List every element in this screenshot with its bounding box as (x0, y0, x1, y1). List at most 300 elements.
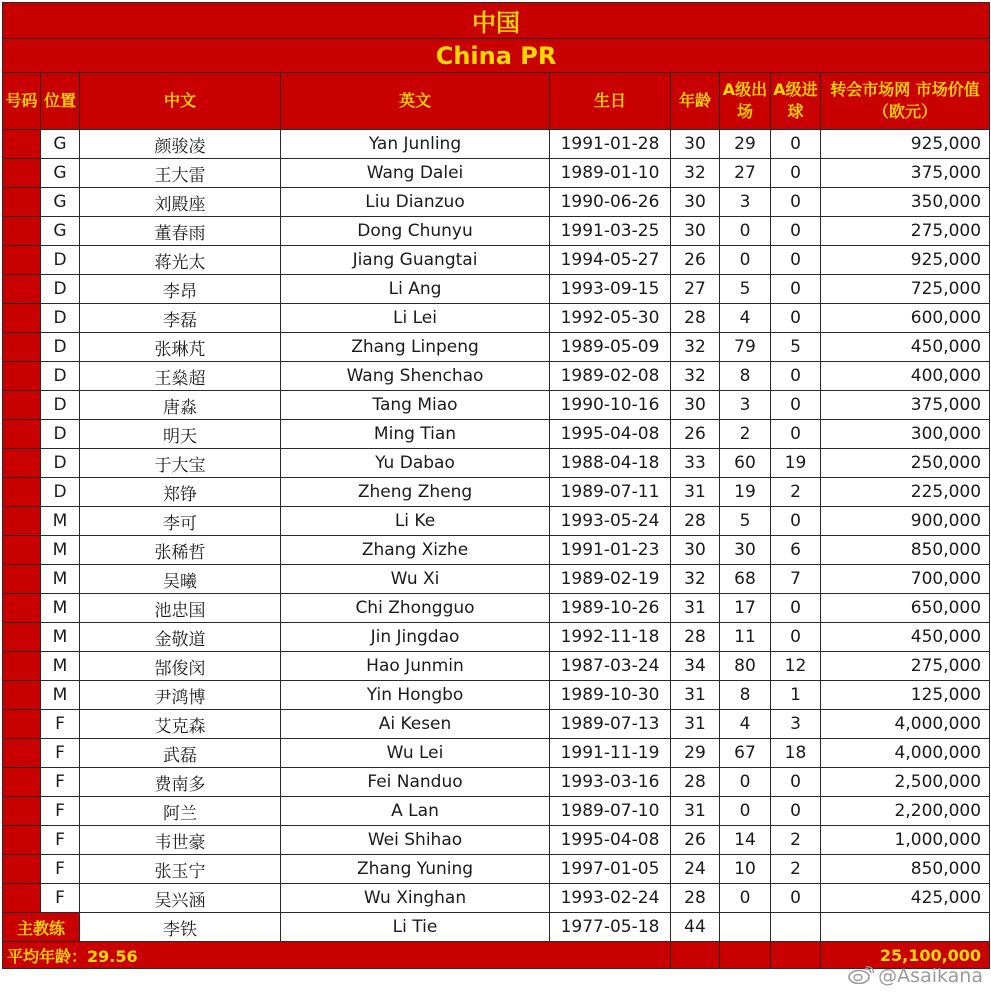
player-name-en: Zhang Yuning (281, 855, 550, 884)
player-number (3, 594, 41, 623)
table-row (3, 217, 990, 246)
player-name-en: A Lan (281, 797, 550, 826)
player-market-value: 125,000 (821, 681, 990, 710)
player-age: 34 (671, 652, 720, 681)
header-name-cn: 中文 (80, 73, 281, 130)
player-position: F (41, 710, 80, 739)
coach-caps-empty (720, 913, 771, 942)
player-birth: 1993-02-24 (550, 884, 671, 913)
player-market-value: 725,000 (821, 275, 990, 304)
watermark-text: @Asaikana (878, 965, 983, 987)
player-goals: 2 (771, 855, 821, 884)
player-name-en: Wei Shihao (281, 826, 550, 855)
player-name-en: Yin Hongbo (281, 681, 550, 710)
player-market-value: 275,000 (821, 217, 990, 246)
table-row (3, 565, 990, 594)
player-birth: 1987-03-24 (550, 652, 671, 681)
player-birth: 1990-10-16 (550, 391, 671, 420)
player-number (3, 391, 41, 420)
player-age: 28 (671, 768, 720, 797)
coach-goals-empty (771, 913, 821, 942)
player-market-value: 2,200,000 (821, 797, 990, 826)
player-name-cn: 艾克森 (80, 710, 281, 739)
table-row (3, 304, 990, 333)
squad-table (2, 2, 990, 969)
header-caps: A级出场 (720, 73, 771, 130)
player-position: D (41, 333, 80, 362)
player-age: 31 (671, 478, 720, 507)
player-market-value: 225,000 (821, 478, 990, 507)
player-caps: 19 (720, 478, 771, 507)
player-goals: 0 (771, 275, 821, 304)
player-caps: 0 (720, 246, 771, 275)
player-goals: 0 (771, 304, 821, 333)
player-position: F (41, 884, 80, 913)
player-position: G (41, 188, 80, 217)
table-row (3, 478, 990, 507)
player-market-value: 850,000 (821, 536, 990, 565)
player-name-en: Dong Chunyu (281, 217, 550, 246)
players-body (3, 130, 990, 913)
coach-label: 主教练 (3, 913, 80, 942)
player-number (3, 188, 41, 217)
player-market-value: 375,000 (821, 159, 990, 188)
player-birth: 1995-04-08 (550, 826, 671, 855)
player-name-cn: 吴兴涵 (80, 884, 281, 913)
player-position: D (41, 246, 80, 275)
player-caps: 0 (720, 768, 771, 797)
header-birth: 生日 (550, 73, 671, 130)
weibo-icon (848, 966, 874, 984)
player-position: D (41, 420, 80, 449)
player-goals: 0 (771, 130, 821, 159)
player-name-en: Jin Jingdao (281, 623, 550, 652)
player-market-value: 250,000 (821, 449, 990, 478)
player-goals: 0 (771, 391, 821, 420)
player-position: G (41, 159, 80, 188)
player-birth: 1997-01-05 (550, 855, 671, 884)
player-position: M (41, 536, 80, 565)
player-goals: 0 (771, 797, 821, 826)
player-market-value: 4,000,000 (821, 710, 990, 739)
player-position: M (41, 594, 80, 623)
table-row (3, 855, 990, 884)
table-row (3, 333, 990, 362)
player-position: F (41, 768, 80, 797)
player-birth: 1989-10-30 (550, 681, 671, 710)
player-age: 32 (671, 362, 720, 391)
player-birth: 1991-11-19 (550, 739, 671, 768)
player-number (3, 739, 41, 768)
player-age: 32 (671, 333, 720, 362)
table-row (3, 362, 990, 391)
table-row (3, 594, 990, 623)
player-name-cn: 张玉宁 (80, 855, 281, 884)
player-number (3, 159, 41, 188)
player-position: D (41, 362, 80, 391)
player-goals: 3 (771, 710, 821, 739)
player-caps: 67 (720, 739, 771, 768)
player-caps: 8 (720, 681, 771, 710)
player-birth: 1988-04-18 (550, 449, 671, 478)
player-birth: 1991-03-25 (550, 217, 671, 246)
player-age: 31 (671, 681, 720, 710)
player-name-en: Li Lei (281, 304, 550, 333)
player-name-cn: 王燊超 (80, 362, 281, 391)
player-caps: 5 (720, 275, 771, 304)
player-goals: 1 (771, 681, 821, 710)
player-caps: 8 (720, 362, 771, 391)
table-row (3, 652, 990, 681)
player-goals: 5 (771, 333, 821, 362)
player-position: M (41, 565, 80, 594)
footer-empty-caps (720, 942, 771, 969)
player-birth: 1993-05-24 (550, 507, 671, 536)
player-birth: 1990-06-26 (550, 188, 671, 217)
player-goals: 0 (771, 217, 821, 246)
player-birth: 1989-02-08 (550, 362, 671, 391)
player-position: D (41, 304, 80, 333)
player-name-cn: 颜骏凌 (80, 130, 281, 159)
player-age: 28 (671, 623, 720, 652)
player-name-en: Ming Tian (281, 420, 550, 449)
table-row (3, 275, 990, 304)
player-number (3, 507, 41, 536)
player-name-en: Tang Miao (281, 391, 550, 420)
header-row (3, 73, 990, 130)
player-number (3, 217, 41, 246)
player-name-en: Wu Lei (281, 739, 550, 768)
average-age: 平均年龄：29.56 (3, 942, 671, 969)
player-number (3, 623, 41, 652)
player-name-en: Li Ang (281, 275, 550, 304)
player-position: G (41, 217, 80, 246)
player-name-en: Zheng Zheng (281, 478, 550, 507)
player-number (3, 536, 41, 565)
player-number (3, 246, 41, 275)
player-market-value: 350,000 (821, 188, 990, 217)
player-position: D (41, 478, 80, 507)
coach-name-cn: 李铁 (80, 913, 281, 942)
player-caps: 4 (720, 304, 771, 333)
player-market-value: 925,000 (821, 130, 990, 159)
player-caps: 0 (720, 884, 771, 913)
table-row (3, 507, 990, 536)
table-row (3, 391, 990, 420)
player-number (3, 565, 41, 594)
player-birth: 1993-03-16 (550, 768, 671, 797)
player-caps: 17 (720, 594, 771, 623)
player-market-value: 900,000 (821, 507, 990, 536)
player-name-en: Yu Dabao (281, 449, 550, 478)
player-caps: 79 (720, 333, 771, 362)
player-name-en: Wang Shenchao (281, 362, 550, 391)
player-number (3, 420, 41, 449)
player-position: D (41, 391, 80, 420)
player-birth: 1989-01-10 (550, 159, 671, 188)
header-age: 年龄 (671, 73, 720, 130)
player-market-value: 275,000 (821, 652, 990, 681)
player-birth: 1989-07-11 (550, 478, 671, 507)
player-name-en: Wu Xinghan (281, 884, 550, 913)
player-position: M (41, 507, 80, 536)
player-name-en: Chi Zhongguo (281, 594, 550, 623)
player-goals: 6 (771, 536, 821, 565)
footer-row (3, 942, 990, 969)
player-number (3, 130, 41, 159)
player-age: 33 (671, 449, 720, 478)
player-name-en: Wang Dalei (281, 159, 550, 188)
table-row (3, 681, 990, 710)
player-age: 28 (671, 884, 720, 913)
player-market-value: 375,000 (821, 391, 990, 420)
player-caps: 11 (720, 623, 771, 652)
table-row (3, 710, 990, 739)
player-goals: 2 (771, 478, 821, 507)
player-market-value: 2,500,000 (821, 768, 990, 797)
player-age: 28 (671, 304, 720, 333)
player-age: 31 (671, 797, 720, 826)
table-row (3, 826, 990, 855)
header-market-value: 转会市场网 市场价值（欧元） (821, 73, 990, 130)
table-row (3, 739, 990, 768)
player-caps: 10 (720, 855, 771, 884)
header-goals: A级进球 (771, 73, 821, 130)
table-row (3, 420, 990, 449)
player-name-cn: 王大雷 (80, 159, 281, 188)
coach-age: 44 (671, 913, 720, 942)
player-name-en: Li Ke (281, 507, 550, 536)
player-name-en: Yan Junling (281, 130, 550, 159)
player-age: 30 (671, 217, 720, 246)
player-birth: 1992-11-18 (550, 623, 671, 652)
player-name-cn: 武磊 (80, 739, 281, 768)
player-name-cn: 蒋光太 (80, 246, 281, 275)
player-market-value: 450,000 (821, 333, 990, 362)
player-number (3, 797, 41, 826)
player-name-cn: 张琳芃 (80, 333, 281, 362)
player-name-en: Ai Kesen (281, 710, 550, 739)
player-position: F (41, 797, 80, 826)
player-market-value: 850,000 (821, 855, 990, 884)
table-row (3, 797, 990, 826)
player-goals: 0 (771, 884, 821, 913)
title-cn: 中国 (3, 3, 990, 39)
player-number (3, 884, 41, 913)
player-name-cn: 阿兰 (80, 797, 281, 826)
player-market-value: 600,000 (821, 304, 990, 333)
player-caps: 0 (720, 797, 771, 826)
player-market-value: 425,000 (821, 884, 990, 913)
table-row (3, 188, 990, 217)
player-name-cn: 明天 (80, 420, 281, 449)
player-goals: 0 (771, 362, 821, 391)
table-row (3, 768, 990, 797)
player-position: M (41, 681, 80, 710)
player-position: D (41, 275, 80, 304)
player-goals: 7 (771, 565, 821, 594)
player-goals: 0 (771, 188, 821, 217)
player-age: 28 (671, 507, 720, 536)
player-number (3, 478, 41, 507)
player-age: 26 (671, 420, 720, 449)
player-caps: 29 (720, 130, 771, 159)
player-name-cn: 董春雨 (80, 217, 281, 246)
player-name-cn: 吴曦 (80, 565, 281, 594)
player-goals: 18 (771, 739, 821, 768)
player-name-cn: 唐淼 (80, 391, 281, 420)
player-number (3, 855, 41, 884)
player-caps: 3 (720, 391, 771, 420)
player-name-en: Hao Junmin (281, 652, 550, 681)
player-goals: 0 (771, 159, 821, 188)
player-position: F (41, 826, 80, 855)
player-name-cn: 郑铮 (80, 478, 281, 507)
player-age: 30 (671, 130, 720, 159)
player-market-value: 700,000 (821, 565, 990, 594)
player-number (3, 362, 41, 391)
player-market-value: 1,000,000 (821, 826, 990, 855)
player-age: 26 (671, 826, 720, 855)
player-birth: 1993-09-15 (550, 275, 671, 304)
player-goals: 0 (771, 594, 821, 623)
player-position: F (41, 855, 80, 884)
player-name-cn: 尹鸿博 (80, 681, 281, 710)
player-goals: 0 (771, 768, 821, 797)
table-row (3, 884, 990, 913)
table-row (3, 449, 990, 478)
player-age: 24 (671, 855, 720, 884)
player-number (3, 681, 41, 710)
coach-name-en: Li Tie (281, 913, 550, 942)
player-goals: 0 (771, 420, 821, 449)
player-caps: 27 (720, 159, 771, 188)
player-birth: 1989-10-26 (550, 594, 671, 623)
player-birth: 1992-05-30 (550, 304, 671, 333)
player-name-cn: 刘殿座 (80, 188, 281, 217)
player-goals: 0 (771, 507, 821, 536)
player-number (3, 826, 41, 855)
player-market-value: 4,000,000 (821, 739, 990, 768)
player-name-cn: 池忠国 (80, 594, 281, 623)
total-market-value: 25,100,000 (821, 942, 990, 969)
player-caps: 0 (720, 217, 771, 246)
player-name-en: Fei Nanduo (281, 768, 550, 797)
footer-empty-age (671, 942, 720, 969)
player-number (3, 275, 41, 304)
player-birth: 1989-02-19 (550, 565, 671, 594)
player-caps: 14 (720, 826, 771, 855)
player-age: 32 (671, 565, 720, 594)
player-age: 31 (671, 594, 720, 623)
player-position: F (41, 739, 80, 768)
player-caps: 30 (720, 536, 771, 565)
player-age: 27 (671, 275, 720, 304)
header-number: 号码 (3, 73, 41, 130)
table-row (3, 159, 990, 188)
header-name-en: 英文 (281, 73, 550, 130)
player-name-cn: 张稀哲 (80, 536, 281, 565)
player-position: M (41, 623, 80, 652)
player-caps: 4 (720, 710, 771, 739)
player-market-value: 925,000 (821, 246, 990, 275)
player-age: 30 (671, 188, 720, 217)
player-caps: 2 (720, 420, 771, 449)
player-age: 30 (671, 391, 720, 420)
table-row (3, 130, 990, 159)
player-birth: 1991-01-28 (550, 130, 671, 159)
player-caps: 60 (720, 449, 771, 478)
player-name-cn: 李昂 (80, 275, 281, 304)
player-caps: 80 (720, 652, 771, 681)
player-number (3, 304, 41, 333)
player-birth: 1989-07-13 (550, 710, 671, 739)
player-caps: 5 (720, 507, 771, 536)
player-position: G (41, 130, 80, 159)
player-name-cn: 李磊 (80, 304, 281, 333)
player-age: 30 (671, 536, 720, 565)
footer-empty-goals (771, 942, 821, 969)
player-name-cn: 费南多 (80, 768, 281, 797)
player-position: M (41, 652, 80, 681)
table-row (3, 246, 990, 275)
player-position: D (41, 449, 80, 478)
player-age: 31 (671, 710, 720, 739)
player-age: 29 (671, 739, 720, 768)
player-number (3, 333, 41, 362)
squad-table-container (2, 2, 989, 969)
player-birth: 1989-07-10 (550, 797, 671, 826)
player-market-value: 400,000 (821, 362, 990, 391)
watermark (848, 965, 983, 987)
player-birth: 1994-05-27 (550, 246, 671, 275)
player-name-cn: 于大宝 (80, 449, 281, 478)
player-caps: 68 (720, 565, 771, 594)
player-number (3, 652, 41, 681)
player-number (3, 768, 41, 797)
player-birth: 1989-05-09 (550, 333, 671, 362)
player-name-cn: 郜俊闵 (80, 652, 281, 681)
table-row (3, 536, 990, 565)
player-name-en: Jiang Guangtai (281, 246, 550, 275)
player-caps: 3 (720, 188, 771, 217)
coach-value-empty (821, 913, 990, 942)
player-age: 32 (671, 159, 720, 188)
player-number (3, 449, 41, 478)
coach-row (3, 913, 990, 942)
player-market-value: 450,000 (821, 623, 990, 652)
player-name-en: Wu Xi (281, 565, 550, 594)
player-name-cn: 韦世豪 (80, 826, 281, 855)
player-age: 26 (671, 246, 720, 275)
player-goals: 19 (771, 449, 821, 478)
player-goals: 0 (771, 246, 821, 275)
coach-birth: 1977-05-18 (550, 913, 671, 942)
player-goals: 0 (771, 623, 821, 652)
header-position: 位置 (41, 73, 80, 130)
player-birth: 1995-04-08 (550, 420, 671, 449)
player-goals: 12 (771, 652, 821, 681)
player-name-en: Zhang Linpeng (281, 333, 550, 362)
player-market-value: 650,000 (821, 594, 990, 623)
player-market-value: 300,000 (821, 420, 990, 449)
player-name-en: Zhang Xizhe (281, 536, 550, 565)
player-birth: 1991-01-23 (550, 536, 671, 565)
table-row (3, 623, 990, 652)
title-en: China PR (3, 39, 990, 73)
player-name-cn: 李可 (80, 507, 281, 536)
player-name-en: Liu Dianzuo (281, 188, 550, 217)
